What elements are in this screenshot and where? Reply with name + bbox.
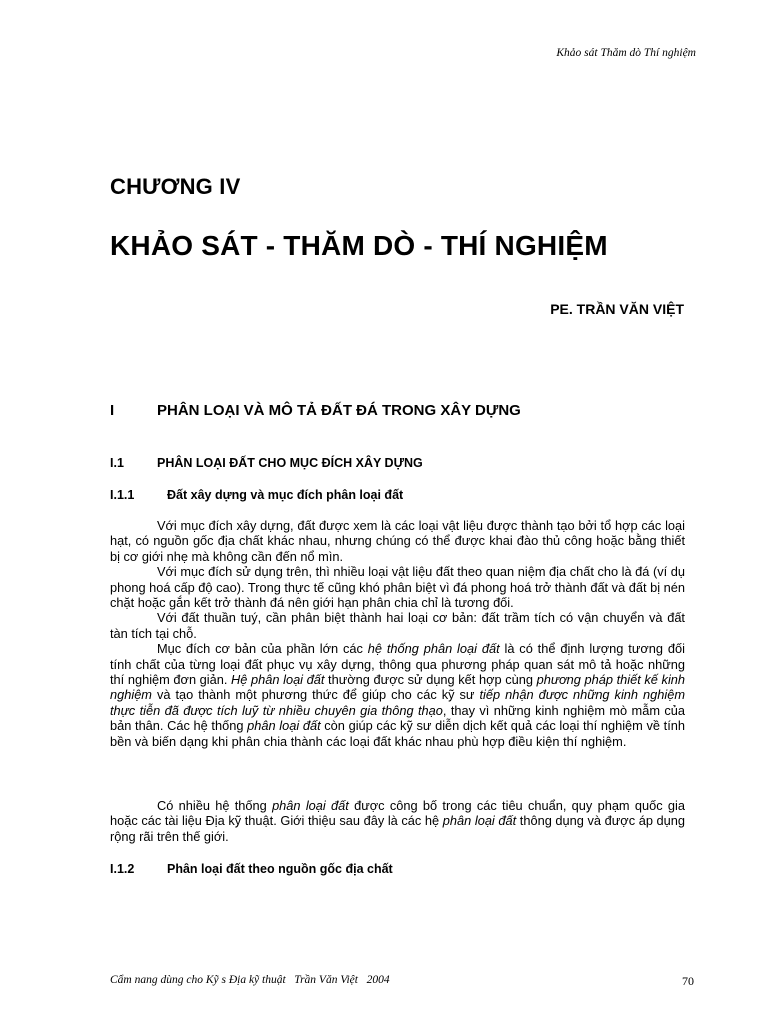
paragraph: Có nhiều hệ thống phân loại đất được công bố trong các tiêu chuẩn, quy phạm quốc gia hoặc các tài liệu Địa kỹ thuật. Giới thiệu sau đây là các hệ phân loại đất thông dụng và được áp dụng rộng rãi trên thế giới. <box>110 798 686 844</box>
subsubsection-number: I.1.1 <box>110 488 135 502</box>
author-name: PE. TRẦN VĂN VIỆT <box>550 301 684 317</box>
paragraph: Với mục đích xây dựng, đất được xem là các loại vật liệu được thành tạo bởi tổ hợp các loại hạt, có nguồn gốc địa chất khác nhau, nhưng chúng có thể được khai đào thủ công hoặc bằng thiết bị cơ giới nhẹ mà không cần đến nổ mìn. <box>110 518 685 564</box>
page-footer: Cẩm nang dùng cho Kỹ s Địa kỹ thuật Trần Văn Việt 2004 <box>110 974 390 986</box>
chapter-title: KHẢO SÁT - THĂM DÒ - THÍ NGHIỆM <box>110 230 608 261</box>
section-number: I <box>110 402 115 419</box>
body-text-block <box>110 518 685 749</box>
subsubsection-number: I.1.2 <box>110 862 135 876</box>
paragraph: Với đất thuần tuý, cần phân biệt thành hai loại cơ bản: đất trầm tích có vận chuyển và đất tàn tích tại chỗ. <box>110 610 685 641</box>
paragraph: Với mục đích sử dụng trên, thì nhiều loại vật liệu đất theo quan niệm địa chất cho là đá (ví dụ phong hoá cấp độ cao). Trong thực tế cũng khó phân biệt vì đá phong hoá trở thành đất và đất bị nén chặt hoặc gắn kết trở thành đá nên giới hạn phân chia chỉ là tương đối. <box>110 564 685 611</box>
chapter-label: CHƯƠNG IV <box>110 174 241 199</box>
subsection-title: PHÂN LOẠI ĐẤT CHO MỤC ĐÍCH XÂY DỰNG <box>157 456 423 470</box>
section-title: PHÂN LOẠI VÀ MÔ TẢ ĐẤT ĐÁ TRONG XÂY DỰNG <box>157 402 521 419</box>
body-text-block <box>110 798 685 844</box>
subsection-number: I.1 <box>110 456 124 470</box>
subsubsection-title: Phân loại đất theo nguồn gốc địa chất <box>167 862 393 876</box>
paragraph: Mục đích cơ bản của phần lớn các hệ thống phân loại đất là có thể định lượng tương đối tính chất của từng loại đất phục vụ xây dựng, thông qua phương pháp quan sát mô tả hoặc những thí nghiệm đơn giản. Hệ phân loại đất thường được sử dụng kết hợp cùng phương pháp thiết kế kinh nghiệm và tạo thành một phương thức để giúp cho các kỹ sư tiếp nhận được những kinh nghiệm thực tiễn đã được tích luỹ từ nhiều chuyên gia thông thạo, thay vì những kinh nghiệm mò mẫm của bản thân. Các hệ thống phân loại đất còn giúp các kỹ sư diễn dịch kết quả các loại thí nghiệm về tính bền và biến dạng khi phân chia thành các loại đất khác nhau phù hợp điều kiện thí nghiệm. <box>110 641 686 749</box>
subsubsection-title: Đất xây dựng và mục đích phân loại đất <box>167 488 404 502</box>
page-number: 70 <box>682 974 694 988</box>
running-header: Khảo sát Thăm dò Thí nghiệm <box>556 47 696 59</box>
